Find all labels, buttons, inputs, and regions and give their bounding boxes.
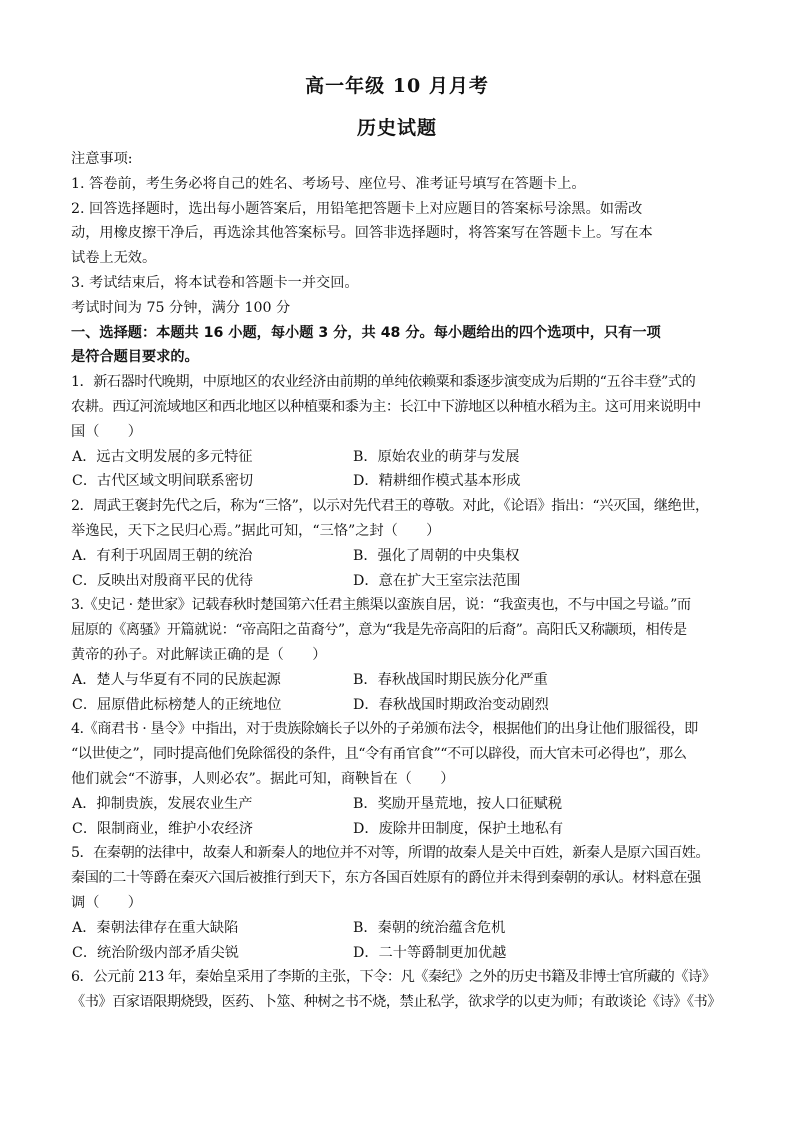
option-a: A．远古文明发展的多元特征 — [72, 448, 253, 465]
question-stem: 秦国的二十等爵在秦灭六国后被推行到天下，东方各国百姓原有的爵位并未得到秦朝的承认。材料意在强 — [71, 870, 701, 887]
option-c: C．古代区域文明间联系密切 — [72, 473, 254, 490]
question-stem: 5．在秦朝的法律中，故秦人和新秦人的地位并不对等，所谓的故秦人是关中百姓，新秦人是原六国百姓。 — [71, 845, 710, 862]
question-stem: 农耕。西辽河流域地区和西北地区以种植粟和黍为主：长江中下游地区以种植水稻为主。这可用来说明中 — [71, 398, 701, 415]
option-d: D．废除井田制度，保护土地私有 — [353, 820, 564, 837]
option-a: A．楚人与华夏有不同的民族起源 — [72, 671, 281, 688]
question-stem: 国（ ） — [71, 423, 142, 440]
question-stem: 1．新石器时代晚期，中原地区的农业经济由前期的单纯依赖粟和黍逐步演变成为后期的“五谷丰登”式的 — [71, 374, 696, 391]
option-row — [71, 792, 733, 817]
question-stem: 黄帝的孙子。对此解读正确的是（ ） — [71, 646, 327, 663]
question-stem: 6．公元前 213 年，秦始皇采用了李斯的主张，下令：凡《秦纪》之外的历史书籍及非博士官所藏的《诗》 — [71, 969, 716, 986]
option-c: C．反映出对殷商平民的优待 — [72, 572, 254, 589]
question-stem: 他们就会“不游事，人则必农”。据此可知，商鞅旨在（ ） — [71, 770, 455, 787]
option-b: B．奖励开垦荒地，按人口征赋税 — [353, 795, 563, 812]
option-c: C．限制商业，维护小农经济 — [72, 820, 254, 837]
exam-body — [71, 147, 733, 1015]
option-a: A．秦朝法律存在重大缺陷 — [72, 919, 239, 936]
question-stem: “以世使之”，同时提高他们免除徭役的条件，且“令有甬官食”“不可以辟役，而大官未可必得也”，那么 — [71, 746, 687, 763]
notice-line: 1. 答卷前，考生务必将自己的姓名、考场号、座位号、准考证号填写在答题卡上。 — [71, 175, 586, 192]
subject-title: 历史试题 — [356, 117, 437, 139]
option-c: C．统治阶级内部矛盾尖锐 — [72, 944, 239, 961]
notice-line: 试卷上无效。 — [71, 250, 157, 267]
question-stem: 屈原的《离骚》开篇就说：“帝高阳之苗裔兮”，意为“我是先帝高阳的后裔”。高阳氏又称颛顼，相传是 — [71, 622, 687, 639]
option-row — [71, 693, 733, 718]
option-row — [71, 817, 733, 842]
question-1 — [71, 370, 733, 494]
question-stem: 3.《史记 · 楚世家》记载春秋时楚国第六任君主熊渠以蛮族自居，说：“我蛮夷也，不与中国之号谥。”而 — [71, 597, 691, 614]
option-d: D．意在扩大王室宗法范围 — [353, 572, 521, 589]
option-row — [71, 916, 733, 941]
option-row — [71, 445, 733, 470]
option-b: B．秦朝的统治蕴含危机 — [353, 919, 506, 936]
question-stem: 2．周武王褒封先代之后，称为“三恪”，以示对先代君王的尊敬。对此，《论语》指出：“兴灭国，继绝世， — [71, 498, 709, 515]
option-d: D．春秋战国时期政治变动剧烈 — [353, 696, 549, 713]
question-stem: 4.《商君书 · 垦令》中指出，对于贵族除嫡长子以外的子弟颁布法令，根据他们的出身让他们服徭役，即 — [71, 721, 698, 738]
notice-line: 2. 回答选择题时，选出每小题答案后，用铅笔把答题卡上对应题目的答案标号涂黑。如需改 — [71, 200, 643, 217]
question-stem: 调（ ） — [71, 894, 142, 911]
notice-line: 3. 考试结束后，将本试卷和答题卡一并交回。 — [71, 274, 359, 291]
option-b: B．春秋战国时期民族分化严重 — [353, 671, 548, 688]
option-row — [71, 668, 733, 693]
question-2 — [71, 494, 733, 593]
question-4 — [71, 717, 733, 841]
question-stem: 举逸民，天下之民归心焉。”据此可知，“三恪”之封（ ） — [71, 522, 441, 539]
option-row — [71, 941, 733, 966]
section-heading: 是符合题目要求的。 — [71, 349, 199, 366]
option-row — [71, 544, 733, 569]
option-c: C．屈原借此标榜楚人的正统地位 — [72, 696, 282, 713]
option-a: A．有利于巩固周王朝的统治 — [72, 547, 253, 564]
option-row — [71, 569, 733, 594]
exam-time-info: 考试时间为 75 分钟，满分 100 分 — [71, 299, 291, 316]
option-d: D．二十等爵制更加优越 — [353, 944, 507, 961]
question-stem: 《书》百家语限期烧毁，医药、卜筮、种树之书不烧，禁止私学，欲求学的以吏为师；有敢谈论《诗》《书》 — [71, 994, 721, 1011]
question-6 — [71, 965, 733, 1015]
exam-title: 高一年级 10 月月考 — [305, 75, 489, 97]
question-5 — [71, 841, 733, 965]
option-b: B．强化了周朝的中央集权 — [353, 547, 520, 564]
section-heading: 一、选择题：本题共 16 小题，每小题 3 分，共 48 分。每小题给出的四个选项中，只有一项 — [71, 324, 661, 341]
option-row — [71, 469, 733, 494]
notice-heading: 注意事项: — [71, 151, 133, 167]
option-b: B．原始农业的萌芽与发展 — [353, 448, 520, 465]
option-d: D．精耕细作模式基本形成 — [353, 473, 521, 490]
option-a: A．抑制贵族，发展农业生产 — [72, 795, 253, 812]
question-3 — [71, 593, 733, 717]
notice-line: 动，用橡皮擦干净后，再选涂其他答案标号。回答非选择题时，将答案写在答题卡上。写在本 — [71, 225, 653, 242]
